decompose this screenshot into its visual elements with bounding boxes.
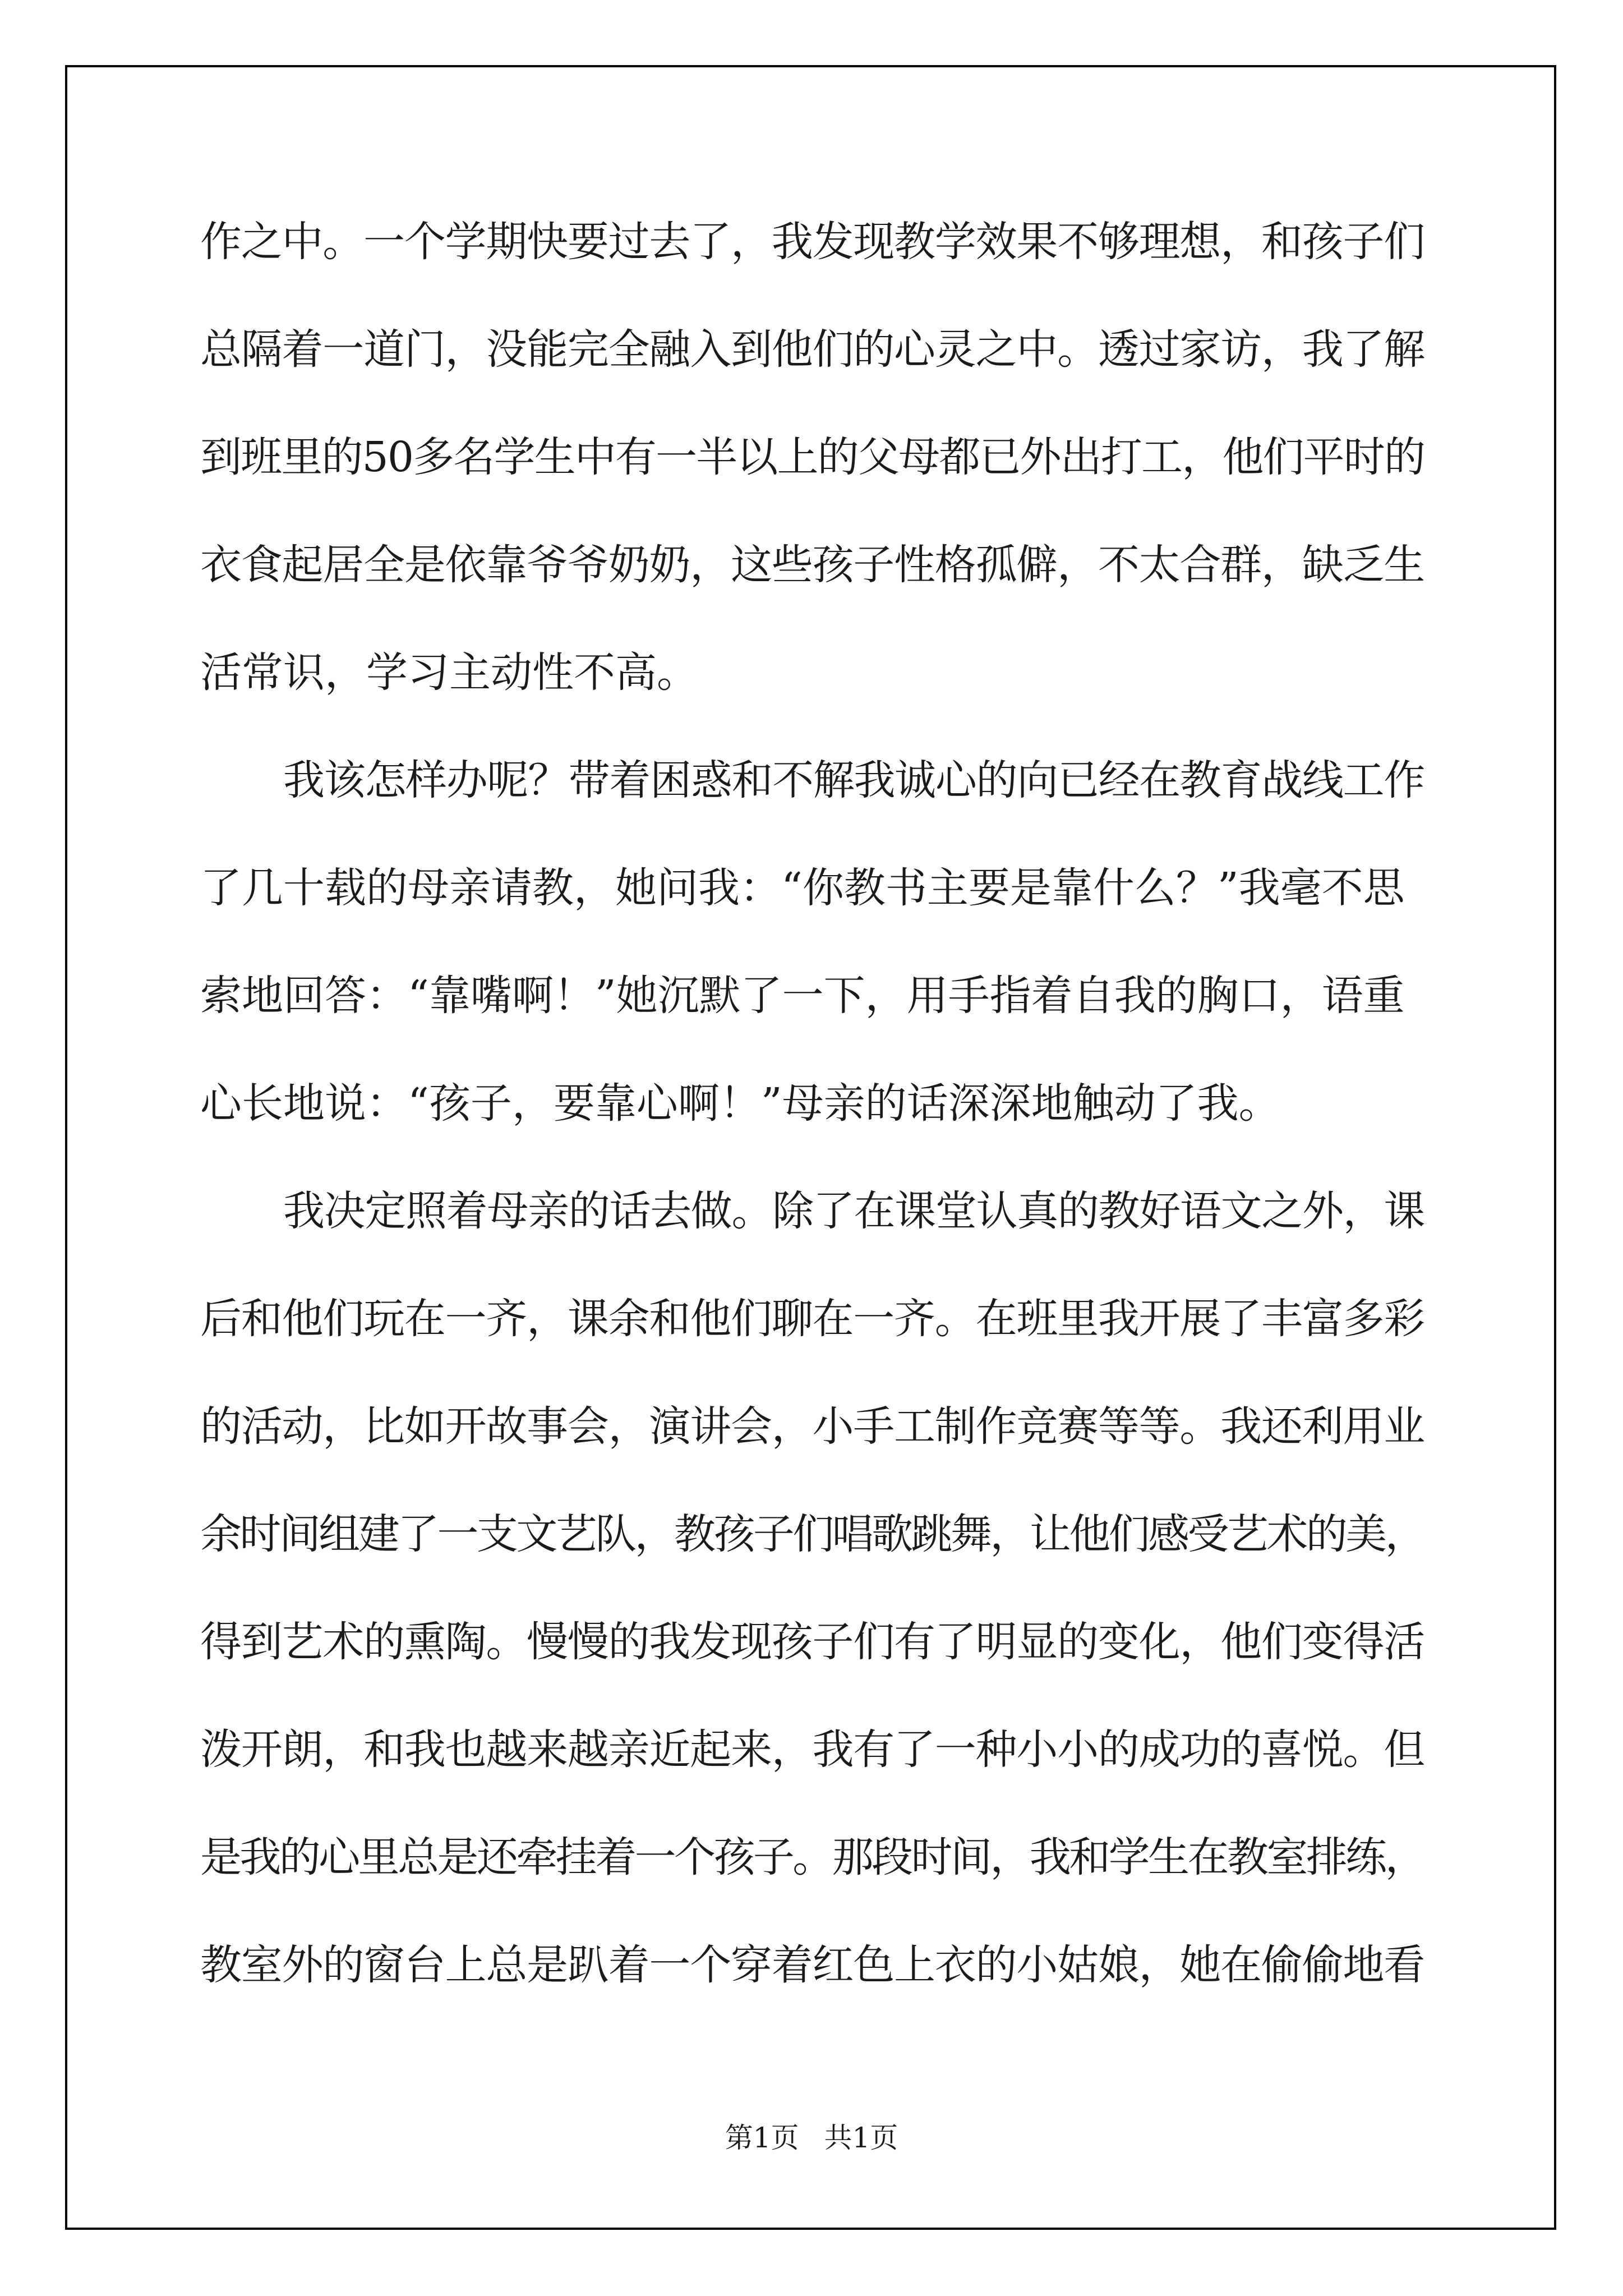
page-footer — [0, 2121, 1623, 2155]
text-line: 泼开朗，和我也越来越亲近起来，我有了一种小小的成功的喜悦。但 — [200, 1726, 1424, 1774]
text-line: 余时间组建了一支文艺队，教孩子们唱歌跳舞，让他们感受艺术的美， — [200, 1510, 1424, 1558]
text-line: 到班里的50多名学生中有一半以上的父母都已外出打工，他们平时的 — [200, 433, 1425, 481]
text-line: 得到艺术的熏陶。慢慢的我发现孩子们有了明显的变化，他们变得活 — [200, 1618, 1424, 1666]
text-line: 总隔着一道门，没能完全融入到他们的心灵之中。透过家访，我了解 — [200, 325, 1424, 374]
text-line: 索地回答：“靠嘴啊！”她沉默了一下，用手指着自我的胸口，语重 — [200, 972, 1405, 1020]
text-line: 的活动，比如开故事会，演讲会，小手工制作竞赛等等。我还利用业 — [200, 1402, 1424, 1451]
text-line: 是我的心里总是还牵挂着一个孩子。那段时间，我和学生在教室排练， — [200, 1833, 1424, 1881]
page-number: 第1页 — [725, 2122, 799, 2154]
text-line: 后和他们玩在一齐，课余和他们聊在一齐。在班里我开展了丰富多彩 — [200, 1295, 1424, 1343]
paragraph-first-line: 我决定照着母亲的话去做。除了在课堂认真的教好语文之外，课 — [283, 1187, 1424, 1235]
text-line: 活常识，学习主动性不高。 — [200, 648, 698, 697]
text-line: 心长地说：“孩子，要靠心啊！”母亲的话深深地触动了我。 — [200, 1079, 1280, 1128]
page-border — [65, 65, 1556, 2230]
text-line: 作之中。一个学期快要过去了，我发现教学效果不够理想，和孩子们 — [200, 218, 1424, 266]
text-line: 了几十载的母亲请教，她问我：“你教书主要是靠什么？”我毫不思 — [200, 864, 1405, 912]
paragraph-first-line: 我该怎样办呢？带着困惑和不解我诚心的向已经在教育战线工作 — [283, 756, 1424, 804]
text-line: 教室外的窗台上总是趴着一个穿着红色上衣的小姑娘，她在偷偷地看 — [200, 1941, 1424, 1989]
page-total: 共1页 — [824, 2122, 898, 2154]
text-line: 衣食起居全是依靠爷爷奶奶，这些孩子性格孤僻，不太合群，缺乏生 — [200, 541, 1424, 589]
